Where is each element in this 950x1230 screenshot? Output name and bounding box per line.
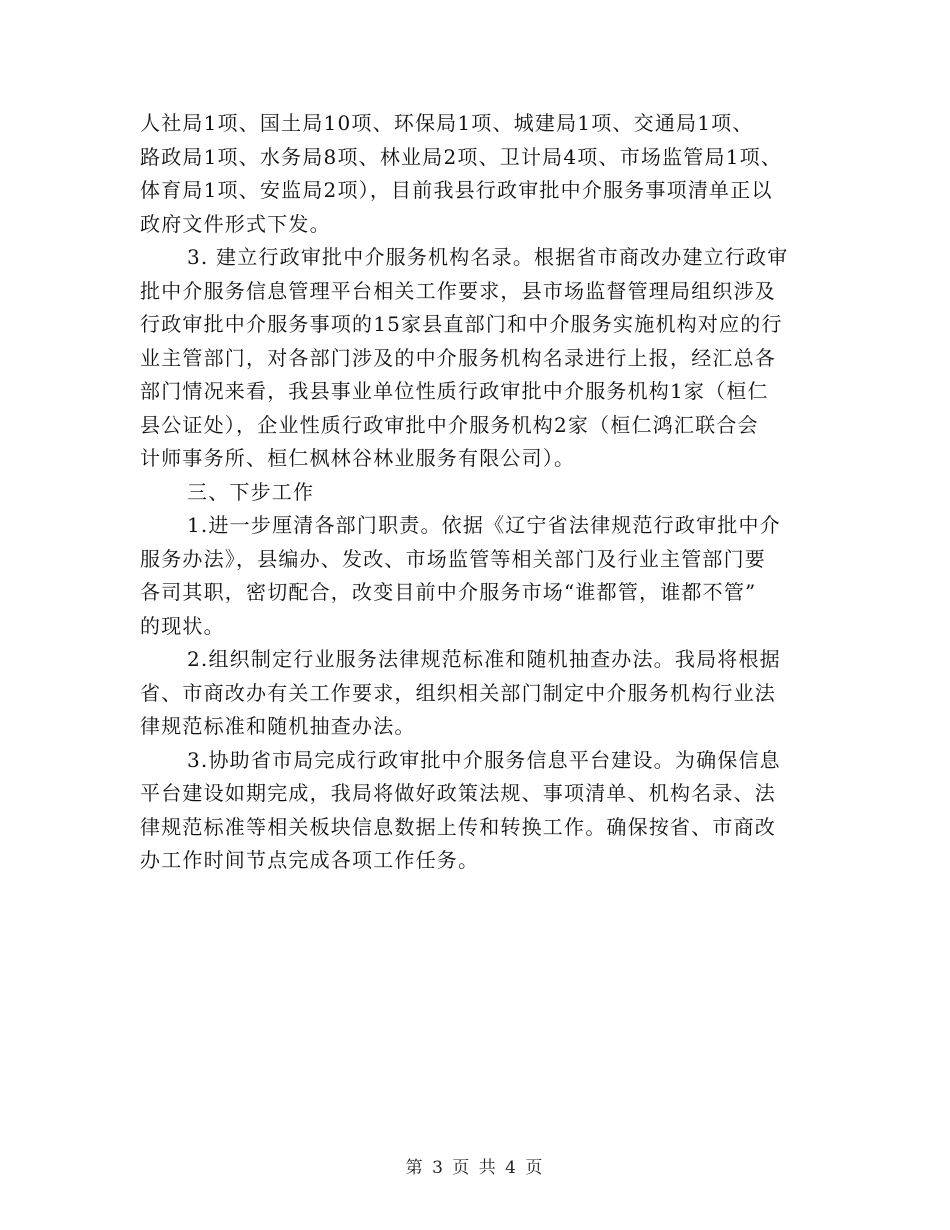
page-number: 第 3 页 共 4 页 — [405, 1158, 545, 1178]
body-line: 政府文件形式下发。 — [140, 211, 331, 236]
document-body — [140, 107, 820, 878]
body-line: 部门情况来看，我县事业单位性质行政审批中介服务机构1家（桓仁 — [140, 379, 769, 403]
body-line: 计师事务所、桓仁枫林谷林业服务有限公司）。 — [140, 446, 576, 470]
body-line: 的现状。 — [140, 613, 225, 638]
body-line: 各司其职，密切配合，改变目前中介服务市场“谁都管，谁都不管” — [140, 580, 757, 604]
paragraph-start-line: 1.进一步厘清各部门职责。依据《辽宁省法律规范行政审批中介 — [187, 513, 781, 537]
body-line: 路政局1项、水务局8项、林业局2项、卫计局4项、市场监管局1项、 — [140, 144, 783, 169]
body-line: 人社局1项、国土局10项、环保局1项、城建局1项、交通局1项、 — [140, 111, 754, 135]
body-line: 省、市商改办有关工作要求，组织相关部门制定中介服务机构行业法 — [140, 680, 776, 705]
paragraph-start-line: 3.协助省市局完成行政审批中介服务信息平台建设。为确保信息 — [187, 747, 781, 772]
section-heading: 三、下步工作 — [187, 479, 315, 504]
body-line: 律规范标准等相关板块信息数据上传和转换工作。确保按省、市商改 — [140, 814, 776, 839]
body-line: 办工作时间节点完成各项工作任务。 — [140, 848, 480, 872]
body-line: 服务办法》，县编办、发改、市场监管等相关部门及行业主管部门要 — [140, 546, 766, 571]
paragraph-start-line: 2.组织制定行业服务法律规范标准和随机抽查办法。我局将根据 — [187, 647, 781, 671]
body-line: 业主管部门，对各部门涉及的中介服务机构名录进行上报，经汇总各 — [140, 345, 776, 370]
body-line: 批中介服务信息管理平台相关工作要求，县市场监督管理局组织涉及 — [140, 278, 776, 303]
paragraph-start-line: 3. 建立行政审批中介服务机构名录。根据省市商改办建立行政审 — [187, 245, 789, 269]
body-line: 律规范标准和随机抽查办法。 — [140, 714, 416, 738]
body-line: 体育局1项、安监局2项），目前我县行政审批中介服务事项清单正以 — [140, 178, 773, 202]
body-line: 平台建设如期完成，我局将做好政策法规、事项清单、机构名录、法 — [140, 781, 776, 805]
body-line: 县公证处），企业性质行政审批中介服务机构2家（桓仁鸿汇联合会 — [140, 412, 759, 437]
body-line: 行政审批中介服务事项的15家县直部门和中介服务实施机构对应的行 — [140, 312, 783, 336]
